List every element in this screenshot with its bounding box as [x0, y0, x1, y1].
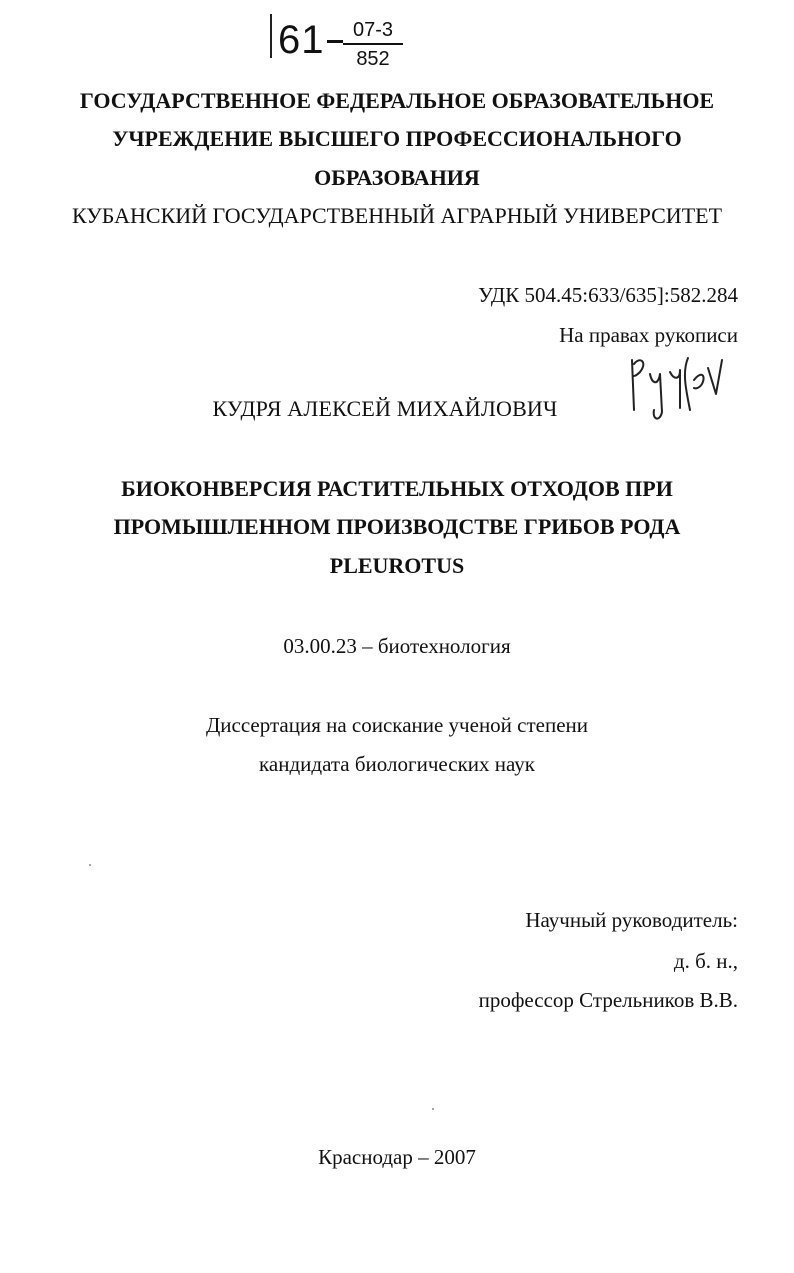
degree-line-1: Диссертация на соискание ученой степени [205, 713, 589, 737]
scan-speck [432, 1108, 434, 1110]
scan-speck [89, 864, 91, 866]
stamp-top-number: 07-3 [352, 19, 394, 41]
institution-line-2: УЧРЕЖДЕНИЕ ВЫСШЕГО ПРОФЕССИОНАЛЬНОГО [112, 126, 682, 151]
title-line-3: PLEUROTUS [329, 553, 465, 578]
udk-code: УДК 504.45:633/635]:582.284 [478, 283, 738, 307]
stamp-dash [327, 40, 343, 43]
degree-line-2: кандидата биологических наук [259, 752, 535, 776]
title-line-2: ПРОМЫШЛЕННОМ ПРОИЗВОДСТВЕ ГРИБОВ РОДА [113, 514, 681, 539]
stamp-bottom-number: 852 [356, 48, 390, 70]
stamp-main-number: 61 [278, 18, 325, 62]
place-year: Краснодар – 2007 [318, 1145, 476, 1169]
institution-line-1: ГОСУДАРСТВЕННОЕ ФЕДЕРАЛЬНОЕ ОБРАЗОВАТЕЛЬНОЕ [79, 88, 715, 113]
specialty-code: 03.00.23 – биотехнология [283, 634, 511, 658]
supervisor-degree: д. б. н., [673, 949, 738, 973]
stamp-left-bar [270, 14, 272, 58]
university-name: КУБАНСКИЙ ГОСУДАРСТВЕННЫЙ АГРАРНЫЙ УНИВЕРСИТЕТ [71, 203, 723, 228]
supervisor-name: профессор Стрельников В.В. [478, 988, 738, 1012]
author-name: КУДРЯ АЛЕКСЕЙ МИХАЙЛОВИЧ [212, 396, 558, 421]
title-line-1: БИОКОНВЕРСИЯ РАСТИТЕЛЬНЫХ ОТХОДОВ ПРИ [121, 476, 673, 501]
stamp-fraction-line [343, 43, 403, 45]
institution-line-3: ОБРАЗОВАНИЯ [314, 165, 480, 190]
supervisor-label: Научный руководитель: [525, 908, 738, 932]
manuscript-rights: На правах рукописи [559, 323, 738, 347]
